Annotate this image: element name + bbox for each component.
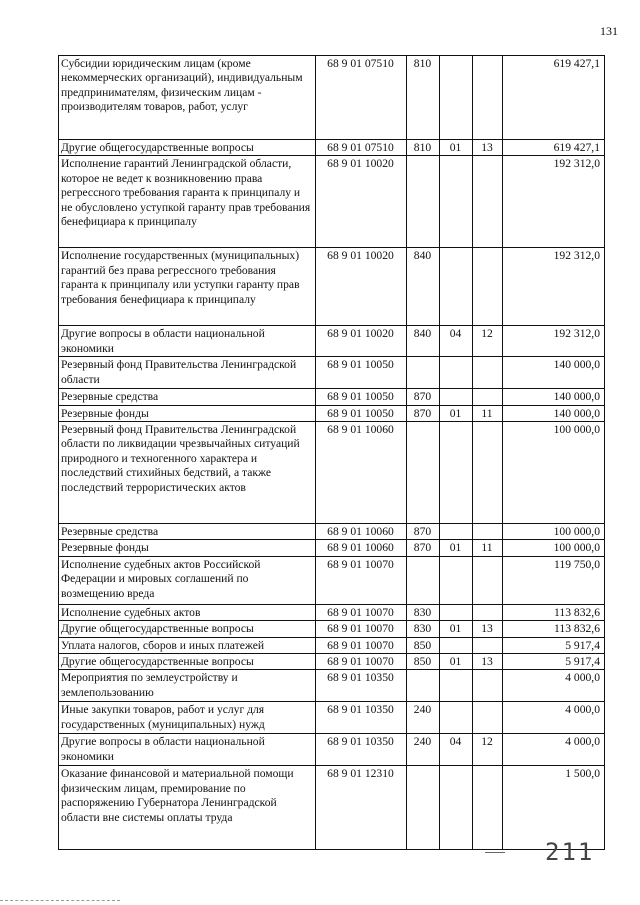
page-number: 131	[600, 24, 618, 38]
table-row	[59, 56, 605, 140]
cell-target-code: 68 9 01 10060	[316, 540, 407, 556]
cell-section	[440, 670, 473, 702]
cell-subsection	[473, 524, 503, 540]
table-row	[59, 540, 605, 556]
cell-subsection	[473, 389, 503, 405]
cell-expense-type: 870	[407, 389, 440, 405]
table-row	[59, 702, 605, 734]
cell-expense-type: 840	[407, 326, 440, 357]
table-row	[59, 389, 605, 405]
table-row	[59, 637, 605, 653]
cell-amount: 4 000,0	[503, 670, 605, 702]
budget-table	[58, 55, 605, 850]
cell-amount: 100 000,0	[503, 540, 605, 556]
cell-subsection: 13	[473, 140, 503, 156]
cell-section: 01	[440, 540, 473, 556]
cell-section: 04	[440, 734, 473, 766]
cell-subsection: 13	[473, 654, 503, 670]
cell-target-code: 68 9 01 10070	[316, 556, 407, 604]
table-row	[59, 670, 605, 702]
cell-amount: 192 312,0	[503, 248, 605, 326]
cell-target-code: 68 9 01 10350	[316, 734, 407, 766]
cell-target-code: 68 9 01 07510	[316, 140, 407, 156]
cell-amount: 5 917,4	[503, 654, 605, 670]
cell-section: 01	[440, 621, 473, 637]
cell-subsection	[473, 556, 503, 604]
cell-name: Резервные средства	[59, 389, 316, 405]
cell-subsection	[473, 604, 503, 620]
cell-name: Исполнение судебных актов	[59, 604, 316, 620]
cell-expense-type	[407, 766, 440, 850]
bottom-edge-line	[0, 900, 120, 902]
cell-name: Иные закупки товаров, работ и услуг для государственных (муниципальных) нужд	[59, 702, 316, 734]
cell-subsection	[473, 670, 503, 702]
cell-target-code: 68 9 01 10350	[316, 702, 407, 734]
cell-expense-type: 870	[407, 405, 440, 421]
cell-amount: 140 000,0	[503, 405, 605, 421]
cell-expense-type: 810	[407, 140, 440, 156]
cell-target-code: 68 9 01 10070	[316, 604, 407, 620]
cell-expense-type: 870	[407, 524, 440, 540]
cell-target-code: 68 9 01 10060	[316, 422, 407, 524]
cell-section: 01	[440, 140, 473, 156]
cell-amount: 140 000,0	[503, 389, 605, 405]
cell-target-code: 68 9 01 12310	[316, 766, 407, 850]
cell-section	[440, 604, 473, 620]
cell-amount: 1 500,0	[503, 766, 605, 850]
cell-amount: 4 000,0	[503, 702, 605, 734]
cell-expense-type: 240	[407, 702, 440, 734]
cell-section	[440, 422, 473, 524]
cell-section: 01	[440, 405, 473, 421]
cell-subsection	[473, 357, 503, 389]
footer-mark: 211	[545, 838, 595, 866]
cell-expense-type: 850	[407, 654, 440, 670]
cell-expense-type: 810	[407, 56, 440, 140]
table-row	[59, 422, 605, 524]
cell-expense-type: 870	[407, 540, 440, 556]
table-row	[59, 326, 605, 357]
cell-expense-type	[407, 357, 440, 389]
cell-amount: 4 000,0	[503, 734, 605, 766]
table-row	[59, 156, 605, 248]
cell-name: Другие общегосударственные вопросы	[59, 654, 316, 670]
cell-subsection	[473, 702, 503, 734]
table-row	[59, 604, 605, 620]
table-row	[59, 524, 605, 540]
cell-amount: 113 832,6	[503, 604, 605, 620]
table-row	[59, 734, 605, 766]
cell-section: 01	[440, 654, 473, 670]
cell-target-code: 68 9 01 10020	[316, 156, 407, 248]
cell-target-code: 68 9 01 10050	[316, 357, 407, 389]
cell-target-code: 68 9 01 10050	[316, 405, 407, 421]
cell-subsection	[473, 766, 503, 850]
cell-target-code: 68 9 01 10050	[316, 389, 407, 405]
cell-expense-type: 850	[407, 637, 440, 653]
cell-subsection	[473, 56, 503, 140]
cell-amount: 619 427,1	[503, 140, 605, 156]
cell-name: Резервные фонды	[59, 540, 316, 556]
cell-expense-type	[407, 670, 440, 702]
cell-expense-type: 240	[407, 734, 440, 766]
cell-name: Исполнение государственных (муниципальных) гарантий без права регрессного требования гаранта к принципалу или уступки гаранту прав требования бенефициара к принципалу	[59, 248, 316, 326]
cell-target-code: 68 9 01 10350	[316, 670, 407, 702]
cell-subsection: 12	[473, 734, 503, 766]
cell-section	[440, 389, 473, 405]
cell-expense-type: 830	[407, 604, 440, 620]
cell-subsection: 11	[473, 405, 503, 421]
budget-table-body	[59, 56, 605, 850]
cell-section	[440, 248, 473, 326]
cell-section: 04	[440, 326, 473, 357]
cell-expense-type	[407, 156, 440, 248]
table-row	[59, 621, 605, 637]
cell-name: Субсидии юридическим лицам (кроме некоммерческих организаций), индивидуальным предпринимателям, физическим лицам - производителям товаров, работ, услуг	[59, 56, 316, 140]
cell-name: Резервный фонд Правительства Ленинградской области по ликвидации чрезвычайных ситуаций природного и техногенного характера и последствий стихийных бедствий, а также последствий террористических актов	[59, 422, 316, 524]
cell-target-code: 68 9 01 10060	[316, 524, 407, 540]
cell-name: Другие общегосударственные вопросы	[59, 621, 316, 637]
cell-section	[440, 637, 473, 653]
cell-target-code: 68 9 01 07510	[316, 56, 407, 140]
cell-name: Резервный фонд Правительства Ленинградской области	[59, 357, 316, 389]
cell-target-code: 68 9 01 10020	[316, 248, 407, 326]
cell-name: Уплата налогов, сборов и иных платежей	[59, 637, 316, 653]
cell-target-code: 68 9 01 10070	[316, 654, 407, 670]
cell-target-code: 68 9 01 10020	[316, 326, 407, 357]
cell-subsection: 13	[473, 621, 503, 637]
cell-section	[440, 524, 473, 540]
footer-scribble	[485, 852, 505, 853]
cell-amount: 192 312,0	[503, 156, 605, 248]
cell-name: Исполнение судебных актов Российской Федерации и мировых соглашений по возмещению вреда	[59, 556, 316, 604]
table-row	[59, 654, 605, 670]
cell-subsection	[473, 637, 503, 653]
cell-amount: 100 000,0	[503, 524, 605, 540]
table-row	[59, 140, 605, 156]
table-row	[59, 556, 605, 604]
cell-name: Другие общегосударственные вопросы	[59, 140, 316, 156]
cell-expense-type	[407, 556, 440, 604]
table-row	[59, 357, 605, 389]
cell-subsection	[473, 156, 503, 248]
cell-section	[440, 56, 473, 140]
cell-subsection: 11	[473, 540, 503, 556]
table-row	[59, 405, 605, 421]
cell-name: Оказание финансовой и материальной помощи физическим лицам, премирование по распоряжению Губернатора Ленинградской области вне системы оплаты труда	[59, 766, 316, 850]
cell-subsection	[473, 248, 503, 326]
cell-section	[440, 556, 473, 604]
cell-expense-type: 840	[407, 248, 440, 326]
cell-amount: 619 427,1	[503, 56, 605, 140]
cell-name: Другие вопросы в области национальной экономики	[59, 326, 316, 357]
cell-amount: 5 917,4	[503, 637, 605, 653]
cell-section	[440, 156, 473, 248]
cell-target-code: 68 9 01 10070	[316, 637, 407, 653]
cell-subsection: 12	[473, 326, 503, 357]
cell-expense-type	[407, 422, 440, 524]
cell-amount: 100 000,0	[503, 422, 605, 524]
cell-amount: 192 312,0	[503, 326, 605, 357]
cell-section	[440, 702, 473, 734]
cell-name: Другие вопросы в области национальной экономики	[59, 734, 316, 766]
cell-amount: 119 750,0	[503, 556, 605, 604]
cell-name: Резервные средства	[59, 524, 316, 540]
cell-amount: 140 000,0	[503, 357, 605, 389]
cell-target-code: 68 9 01 10070	[316, 621, 407, 637]
cell-section	[440, 357, 473, 389]
table-row	[59, 248, 605, 326]
cell-name: Резервные фонды	[59, 405, 316, 421]
cell-subsection	[473, 422, 503, 524]
cell-amount: 113 832,6	[503, 621, 605, 637]
cell-expense-type: 830	[407, 621, 440, 637]
cell-section	[440, 766, 473, 850]
table-row	[59, 766, 605, 850]
cell-name: Исполнение гарантий Ленинградской области, которое не ведет к возникновению права регрессного требования гаранта к принципалу и не обусловлено уступкой гаранту прав требования бенефициара к принципалу	[59, 156, 316, 248]
cell-name: Мероприятия по землеустройству и землепользованию	[59, 670, 316, 702]
